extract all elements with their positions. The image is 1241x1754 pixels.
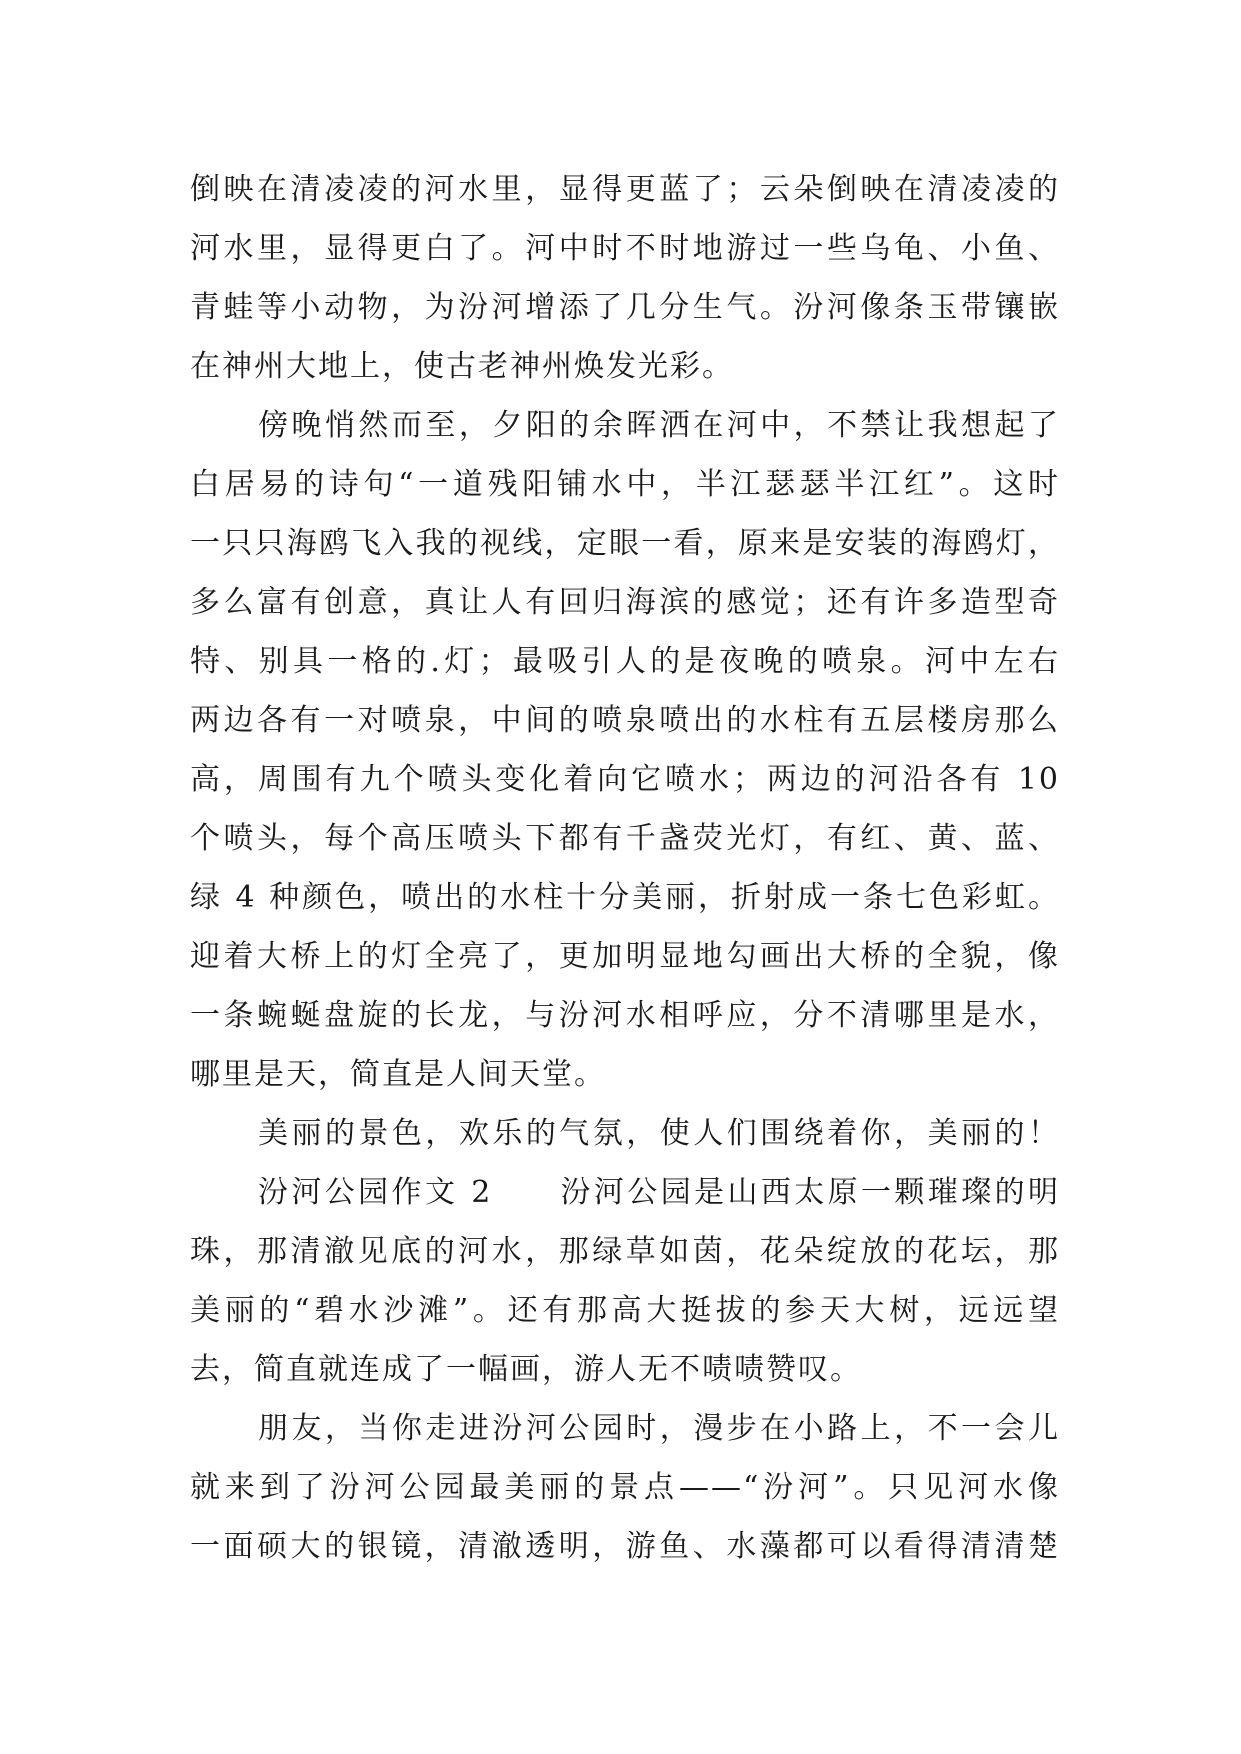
text-line-content: 多么富有创意，真让人有回归海滨的感觉；还有许多造型奇 xyxy=(190,585,1060,620)
text-line-content: 绿 4 种颜色，喷出的水柱十分美丽，折射成一条七色彩虹。 xyxy=(190,880,1060,915)
text-line xyxy=(190,1517,1060,1576)
text-line xyxy=(190,1045,1060,1104)
text-line xyxy=(190,455,1060,514)
text-line-content: 朋友，当你走进汾河公园时，漫步在小路上，不一会儿 xyxy=(258,1411,1060,1446)
text-line-content: 美丽的景色，欢乐的气氛，使人们围绕着你，美丽的！ xyxy=(258,1116,1060,1151)
text-line-content: 珠，那清澈见底的河水，那绿草如茵，花朵绽放的花坛，那 xyxy=(190,1234,1060,1269)
text-line-content: 去，简直就连成了一幅画，游人无不啧啧赞叹。 xyxy=(190,1352,862,1387)
text-line-content: 一只只海鸥飞入我的视线，定眼一看，原来是安装的海鸥灯， xyxy=(190,526,1060,561)
text-line xyxy=(190,868,1060,927)
text-line xyxy=(190,1340,1060,1399)
text-line-content: 青蛙等小动物，为汾河增添了几分生气。汾河像条玉带镶嵌 xyxy=(190,290,1060,325)
text-line xyxy=(190,809,1060,868)
text-line-content: 汾河公园作文 2 汾河公园是山西太原一颗璀璨的明 xyxy=(258,1175,1060,1210)
text-line xyxy=(190,1281,1060,1340)
text-line-content: 两边各有一对喷泉，中间的喷泉喷出的水柱有五层楼房那么 xyxy=(190,703,1060,738)
text-line xyxy=(190,278,1060,337)
text-line-content: 美丽的“碧水沙滩”。还有那高大挺拔的参天大树，远远望 xyxy=(190,1293,1060,1328)
text-line-content: 特、别具一格的.灯；最吸引人的是夜晚的喷泉。河中左右 xyxy=(190,644,1060,679)
text-line-content: 傍晚悄然而至，夕阳的余晖洒在河中，不禁让我想起了 xyxy=(258,408,1060,443)
text-line xyxy=(190,1399,1060,1458)
text-line xyxy=(190,1458,1060,1517)
text-line xyxy=(190,219,1060,278)
text-line-content: 一面硕大的银镜，清澈透明，游鱼、水藻都可以看得清清楚 xyxy=(190,1529,1060,1564)
text-line-content: 一条蜿蜒盘旋的长龙，与汾河水相呼应，分不清哪里是水， xyxy=(190,998,1060,1033)
text-line-content: 在神州大地上，使古老神州焕发光彩。 xyxy=(190,349,734,384)
text-line-content: 高，周围有九个喷头变化着向它喷水；两边的河沿各有 10 xyxy=(190,762,1060,797)
text-line-content: 迎着大桥上的灯全亮了，更加明显地勾画出大桥的全貌，像 xyxy=(190,939,1060,974)
text-line xyxy=(190,1104,1060,1163)
text-line xyxy=(190,632,1060,691)
text-line-content: 倒映在清凌凌的河水里，显得更蓝了；云朵倒映在清凌凌的 xyxy=(190,172,1060,207)
text-line xyxy=(190,750,1060,809)
text-line xyxy=(190,514,1060,573)
text-line xyxy=(190,396,1060,455)
text-line xyxy=(190,1163,1060,1222)
body-text xyxy=(190,160,1060,1576)
text-line-content: 河水里，显得更白了。河中时不时地游过一些乌龟、小鱼、 xyxy=(190,231,1060,266)
text-line xyxy=(190,986,1060,1045)
text-line xyxy=(190,927,1060,986)
text-line xyxy=(190,337,1060,396)
text-line xyxy=(190,1222,1060,1281)
text-line-content: 个喷头，每个高压喷头下都有千盏荧光灯，有红、黄、蓝、 xyxy=(190,821,1060,856)
text-line-content: 哪里是天，简直是人间天堂。 xyxy=(190,1057,606,1092)
text-line-content: 就来到了汾河公园最美丽的景点——“汾河”。只见河水像 xyxy=(190,1470,1060,1505)
text-line xyxy=(190,160,1060,219)
text-line xyxy=(190,691,1060,750)
text-line xyxy=(190,573,1060,632)
text-line-content: 白居易的诗句“一道残阳铺水中，半江瑟瑟半江红”。这时 xyxy=(190,467,1060,502)
